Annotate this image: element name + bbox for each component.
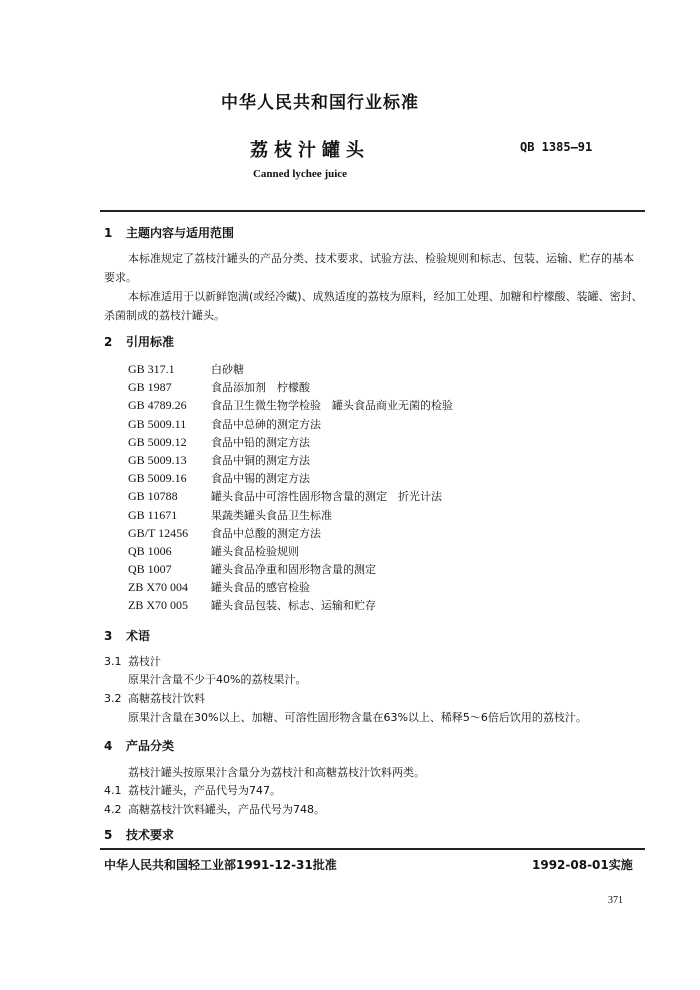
reference-item <box>128 542 453 560</box>
section-2-title: 引用标准 <box>126 335 175 349</box>
section-4-title: 产品分类 <box>126 739 175 753</box>
reference-item <box>128 560 453 578</box>
reference-item <box>128 469 453 487</box>
reference-item <box>128 596 453 614</box>
reference-item <box>128 451 453 469</box>
reference-name: 食品添加剂 柠檬酸 <box>211 381 310 395</box>
section-1-number: 1 <box>104 226 113 240</box>
section-1-paragraph-1: 本标准规定了荔枝汁罐头的产品分类、技术要求、试验方法、检验规则和标志、包装、运输、贮存的基本要求。 <box>104 252 634 284</box>
section-4-number: 4 <box>104 739 113 753</box>
item-4-1-number: 4.1 <box>104 784 122 797</box>
reference-item <box>128 578 453 596</box>
section-3-number: 3 <box>104 629 113 643</box>
page-number: 371 <box>608 895 623 906</box>
reference-item <box>128 415 453 433</box>
term-3-1-heading <box>104 653 161 669</box>
item-4-1 <box>104 782 281 798</box>
term-3-2-definition: 原果汁含量在30%以上、加糖、可溶性固形物含量在63%以上、稀释5～6倍后饮用的荔枝汁。 <box>128 711 587 724</box>
reference-code: QB 1006 <box>128 543 172 558</box>
reference-code: GB 11671 <box>128 507 178 522</box>
standard-code: QB 1385—91 <box>520 140 593 154</box>
section-4-intro: 荔枝汁罐头按原果汁含量分为荔枝汁和高糖荔枝汁饮料两类。 <box>128 766 425 779</box>
reference-name: 罐头食品检验规则 <box>211 544 299 558</box>
reference-item <box>128 433 453 451</box>
section-4-heading <box>104 737 174 754</box>
item-4-2 <box>104 801 325 817</box>
reference-name: 食品中锡的测定方法 <box>211 472 310 486</box>
section-1-title: 主题内容与适用范围 <box>126 226 235 240</box>
section-3-heading <box>104 627 150 644</box>
reference-code: GB 5009.11 <box>128 416 187 431</box>
reference-name: 果蔬类罐头食品卫生标准 <box>211 508 332 522</box>
term-3-2-number: 3.2 <box>104 692 122 705</box>
section-5-title: 技术要求 <box>126 828 175 842</box>
reference-code: ZB X70 004 <box>128 580 188 595</box>
reference-item <box>128 396 453 414</box>
section-2-number: 2 <box>104 335 113 349</box>
term-3-1-number: 3.1 <box>104 655 122 668</box>
header-divider <box>100 210 645 212</box>
section-5-heading <box>104 826 174 843</box>
approval-statement: 中华人民共和国轻工业部1991-12-31批准 <box>104 858 337 872</box>
industry-standard-heading: 中华人民共和国行业标准 <box>221 93 419 113</box>
term-3-1-name: 荔枝汁 <box>128 655 161 668</box>
document-title-cn: 荔枝汁罐头 <box>250 140 370 161</box>
reference-name: 罐头食品净重和固形物含量的测定 <box>211 563 376 577</box>
document-title-en: Canned lychee juice <box>252 168 348 180</box>
reference-name: 食品卫生微生物学检验 罐头食品商业无菌的检验 <box>211 399 453 413</box>
reference-code: ZB X70 005 <box>128 598 188 613</box>
reference-name: 白砂糖 <box>211 363 244 376</box>
section-1-heading <box>104 224 234 241</box>
reference-code: GB 5009.12 <box>128 434 187 449</box>
reference-code: GB 10788 <box>128 489 178 504</box>
section-5-number: 5 <box>104 828 113 842</box>
footer-divider <box>100 848 645 850</box>
term-3-2-heading <box>104 690 205 706</box>
reference-code: GB 5009.13 <box>128 452 187 467</box>
section-3-title: 术语 <box>126 629 151 643</box>
item-4-2-text: 高糖荔枝汁饮料罐头，产品代号为748。 <box>128 803 325 816</box>
reference-name: 食品中总砷的测定方法 <box>211 417 321 431</box>
reference-item <box>128 360 453 378</box>
item-4-2-number: 4.2 <box>104 803 122 816</box>
section-2-heading <box>104 333 174 350</box>
reference-code: GB/T 12456 <box>128 525 189 540</box>
reference-name: 罐头食品中可溶性固形物含量的测定 折光计法 <box>211 490 442 504</box>
reference-item <box>128 378 453 396</box>
reference-code: GB 317.1 <box>128 362 175 376</box>
reference-item <box>128 524 453 542</box>
reference-name: 食品中铜的测定方法 <box>211 453 310 467</box>
reference-name: 罐头食品的感官检验 <box>211 581 310 595</box>
section-1-paragraph-2: 本标准适用于以新鲜饱满(或经冷藏)、成熟适度的荔枝为原料，经加工处理、加糖和柠檬酸、装罐、密封、杀菌制成的荔枝汁罐头。 <box>104 290 643 322</box>
reference-item <box>128 487 453 505</box>
reference-code: QB 1007 <box>128 562 172 577</box>
reference-code: GB 4789.26 <box>128 398 187 413</box>
referenced-standards-list <box>128 360 453 615</box>
effective-date: 1992-08-01实施 <box>532 858 633 872</box>
reference-item <box>128 506 453 524</box>
reference-code: GB 1987 <box>128 380 172 395</box>
reference-code: GB 5009.16 <box>128 471 187 486</box>
reference-name: 食品中总酸的测定方法 <box>211 526 321 540</box>
reference-name: 食品中铅的测定方法 <box>211 435 310 449</box>
term-3-2-name: 高糖荔枝汁饮料 <box>128 692 205 705</box>
item-4-1-text: 荔枝汁罐头，产品代号为747。 <box>128 784 281 797</box>
reference-name: 罐头食品包装、标志、运输和贮存 <box>211 599 376 613</box>
term-3-1-definition: 原果汁含量不少于40%的荔枝果汁。 <box>128 673 307 686</box>
